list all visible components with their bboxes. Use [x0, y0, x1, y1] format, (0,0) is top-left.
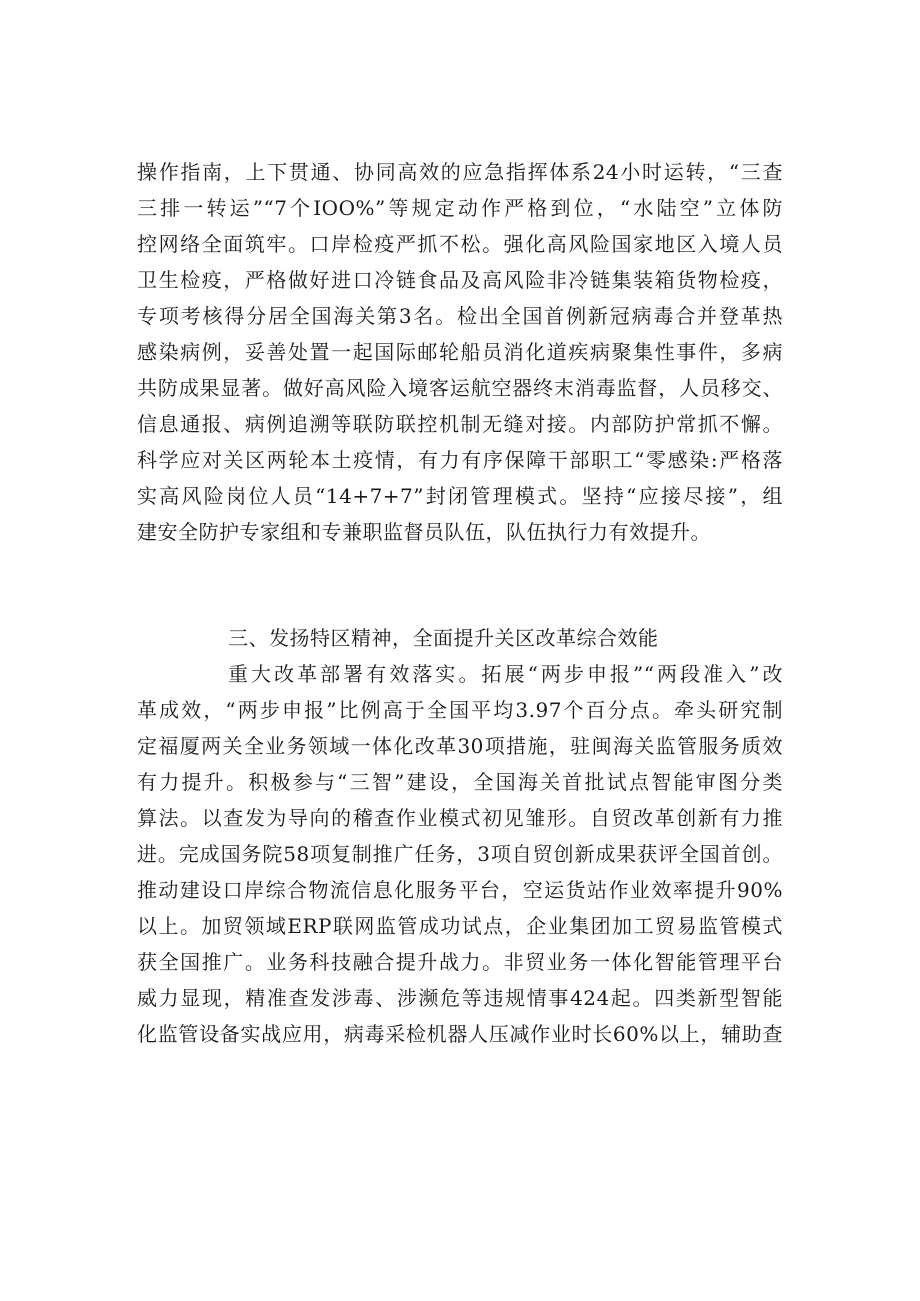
paragraph-line: 获全国推广。业务科技融合提升战力。非贸业务一体化智能管理平台: [137, 950, 783, 974]
paragraph-line: 实高风险岗位人员“14+7+7”封闭管理模式。坚持“应接尽接”，组: [137, 484, 783, 508]
paragraph-line: 以上。加贸领域ERP联网监管成功试点，企业集团加工贸易监管模式: [137, 914, 783, 938]
paragraph-line: 卫生检疫，严格做好进口冷链食品及高风险非冷链集装箱货物检疫，: [137, 268, 783, 292]
paragraph-line: 共防成果显著。做好高风险入境客运航空器终末消毒监督，人员移交、: [137, 376, 783, 400]
paragraph-line: 科学应对关区两轮本土疫情，有力有序保障干部职工“零感染:严格落: [137, 448, 783, 472]
paragraph-line: 算法。以查发为导向的稽查作业模式初见雏形。自贸改革创新有力推: [137, 806, 783, 830]
paragraph-line: 控网络全面筑牢。口岸检疫严抓不松。强化高风险国家地区入境人员: [137, 232, 783, 256]
paragraph-line: 三排一转运”“7个IOO%”等规定动作严格到位，“水陆空”立体防: [137, 196, 783, 220]
paragraph-line: 革成效，“两步申报”比例高于全国平均3.97个百分点。牵头研究制: [137, 698, 783, 722]
paragraph-line: 信息通报、病例追溯等联防联控机制无缝对接。内部防护常抓不懈。: [137, 412, 783, 436]
paragraph-line: 有力提升。积极参与“三智”建设，全国海关首批试点智能审图分类: [137, 770, 783, 794]
section-heading: 三、发扬特区精神，全面提升关区改革综合效能: [228, 626, 659, 650]
paragraph-line: 建安全防护专家组和专兼职监督员队伍，队伍执行力有效提升。: [137, 520, 711, 544]
paragraph-line: 推动建设口岸综合物流信息化服务平台，空运货站作业效率提升90%: [137, 878, 783, 902]
paragraph-line: 定福厦两关全业务领域一体化改革30项措施，驻闽海关监管服务质效: [137, 734, 783, 758]
paragraph-line: 操作指南，上下贯通、协同高效的应急指挥体系24小时运转，“三查: [137, 160, 783, 184]
paragraph-line: 进。完成国务院58项复制推广任务，3项自贸创新成果获评全国首创。: [137, 842, 783, 866]
paragraph-line: 感染病例，妥善处置一起国际邮轮船员消化道疾病聚集性事件，多病: [137, 340, 783, 364]
paragraph-line: 威力显现，精准查发涉毒、涉濒危等违规情事424起。四类新型智能: [137, 986, 783, 1010]
paragraph-line: 专项考核得分居全国海关第3名。检出全国首例新冠病毒合并登革热: [137, 304, 783, 328]
paragraph-line: 重大改革部署有效落实。拓展“两步申报”“两段准入”改: [228, 662, 783, 686]
paragraph-line: 化监管设备实战应用，病毒采检机器人压减作业时长60%以上，辅助查: [137, 1022, 783, 1046]
